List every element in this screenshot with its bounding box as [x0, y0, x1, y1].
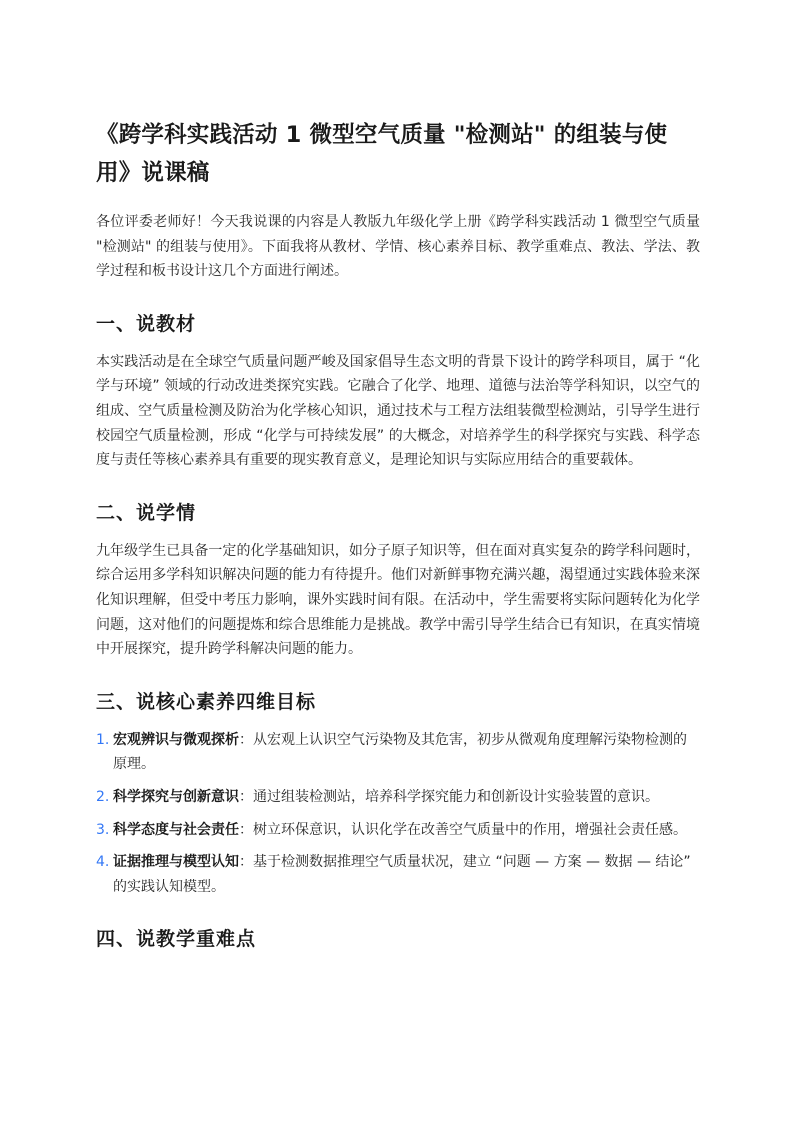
section-heading-students: 二、说学情	[96, 501, 197, 524]
section-heading-goals: 三、说核心素养四维目标	[96, 690, 317, 713]
goal-term: 科学探究与创新意识	[113, 788, 239, 805]
goal-number: 2.	[96, 788, 110, 805]
section-heading-key-points: 四、说教学重难点	[96, 928, 257, 951]
goal-text: ：树立环保意识，认识化学在改善空气质量中的作用，增强社会责任感。	[239, 821, 687, 838]
goal-item	[96, 728, 700, 777]
goal-item	[96, 785, 700, 810]
goal-number: 4.	[96, 854, 110, 871]
goal-number: 3.	[96, 821, 110, 838]
section-body-textbook: 本实践活动是在全球空气质量问题严峻及国家倡导生态文明的背景下设计的跨学科项目，属于 “化学与环境” 领域的行动改进类探究实践。它融合了化学、地理、道德与法治等学科知识，以空气的组成、空气质量检测及防治为化学核心知识，通过技术与工程方法组装微型检测站，引导学生进行校园空气质量检测，形成 “化学与可持续发展” 的大概念，对培养学生的科学探究与实践、科学态度与责任等核心素养具有重要的现实教育意义，是理论知识与实际应用结合的重要载体。	[96, 353, 700, 469]
goal-number: 1.	[96, 731, 110, 748]
document-page	[96, 116, 700, 965]
goal-term: 科学态度与社会责任	[113, 821, 239, 838]
intro-paragraph: 各位评委老师好！今天我说课的内容是人教版九年级化学上册《跨学科实践活动 1 微型空气质量 "检测站" 的组装与使用》。下面我将从教材、学情、核心素养目标、教学重难点、教法、学法、教学过程和板书设计这几个方面进行阐述。	[96, 214, 700, 280]
goal-term: 证据推理与模型认知	[113, 854, 239, 871]
goals-list	[96, 728, 700, 900]
section-heading-textbook: 一、说教材	[96, 312, 197, 335]
goal-item	[96, 850, 700, 899]
section-body-students: 九年级学生已具备一定的化学基础知识，如分子原子知识等，但在面对真实复杂的跨学科问题时，综合运用多学科知识解决问题的能力有待提升。他们对新鲜事物充满兴趣，渴望通过实践体验来深化知识理解，但受中考压力影响，课外实践时间有限。在活动中，学生需要将实际问题转化为化学问题，这对他们的问题提炼和综合思维能力是挑战。教学中需引导学生结合已有知识，在真实情境中开展探究，提升跨学科解决问题的能力。	[96, 542, 700, 658]
goal-text: ：从宏观上认识空气污染物及其危害，初步从微观角度理解污染物检测的原理。	[113, 731, 687, 773]
goal-text: ：基于检测数据推理空气质量状况，建立 “问题 — 方案 — 数据 — 结论” 的实践认知模型。	[113, 854, 691, 895]
goal-text: ：通过组装检测站，培养科学探究能力和创新设计实验装置的意识。	[239, 788, 659, 805]
goal-item	[96, 818, 700, 843]
document-title: 《跨学科实践活动 1 微型空气质量 "检测站" 的组装与使用》说课稿	[96, 122, 668, 186]
goal-term: 宏观辨识与微观探析	[113, 731, 239, 748]
